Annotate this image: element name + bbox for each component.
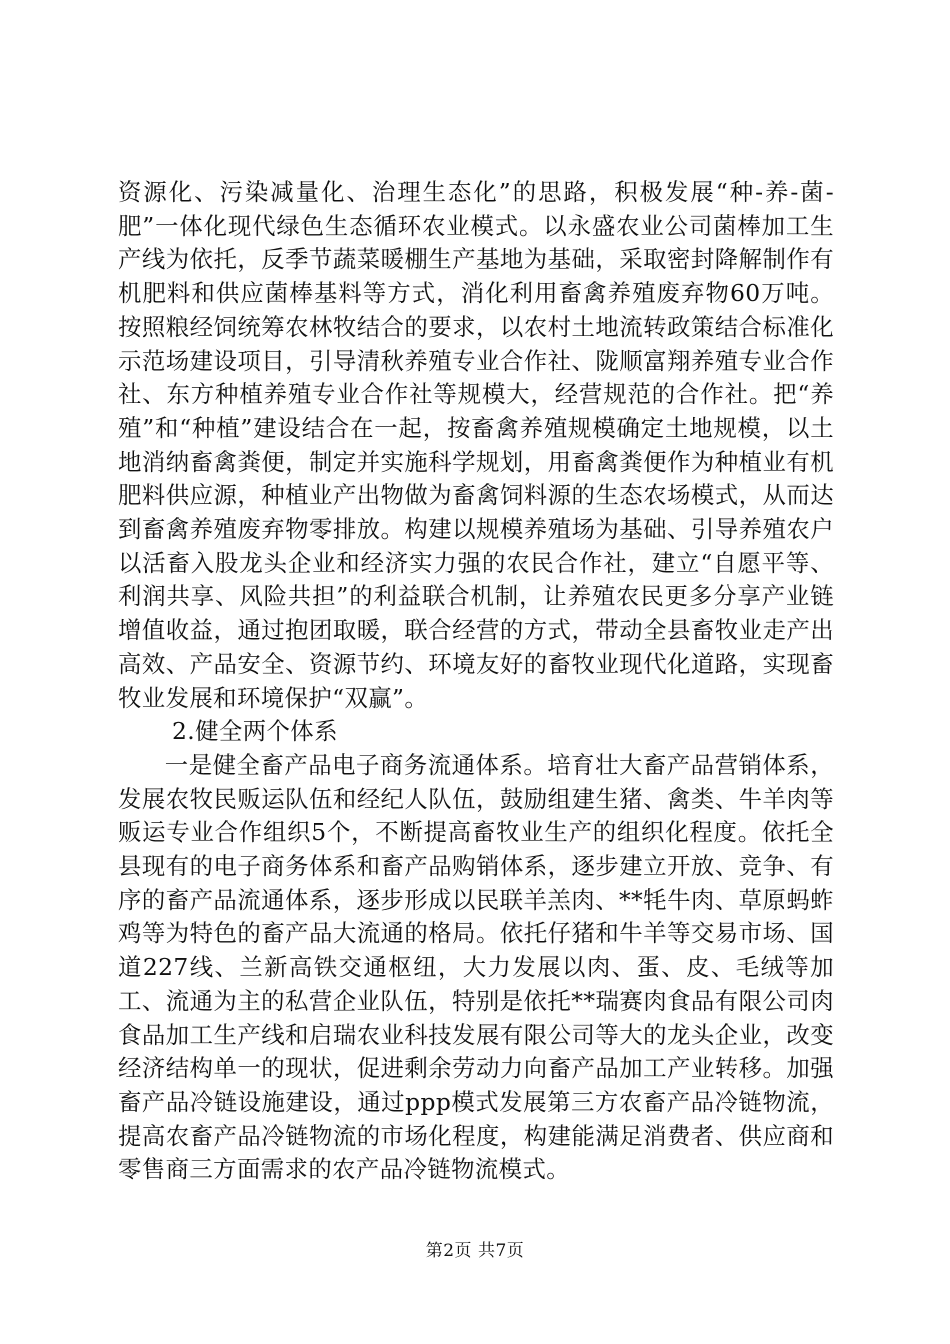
document-body [118,176,834,1187]
page-footer: 第2页 共7页 [425,1241,525,1261]
paragraph-distribution-system: 一是健全畜产品电子商务流通体系。培育壮大畜产品营销体系，发展农牧民贩运队伍和经纪人队伍，鼓励组建生猪、禽类、牛羊肉等贩运专业合作组织5个，不断提高畜牧业生产的组织化程度。依托全县现有的电子商务体系和畜产品购销体系，逐步建立开放、竞争、有序的畜产品流通体系，逐步形成以民联羊羔肉、**牦牛肉、草原蚂蚱鸡等为特色的畜产品大流通的格局。依托仔猪和牛羊等交易市场、国道227线、兰新高铁交通枢纽，大力发展以肉、蛋、皮、毛绒等加工、流通为主的私营企业队伍，特别是依托**瑞赛肉食品有限公司肉食品加工生产线和启瑞农业科技发展有限公司等大的龙头企业，改变经济结构单一的现状，促进剩余劳动力向畜产品加工产业转移。加强畜产品冷链设施建设，通过ppp模式发展第三方农畜产品冷链物流，提高农畜产品冷链物流的市场化程度，构建能满足消费者、供应商和零售商三方面需求的农产品冷链物流模式。 [118,750,834,1184]
section-heading: 2.健全两个体系 [172,717,338,746]
paragraph-ecological-model: 资源化、污染减量化、治理生态化”的思路，积极发展“种-养-菌-肥”一体化现代绿色生态循环农业模式。以永盛农业公司菌棒加工生产线为依托，反季节蔬菜暖棚生产基地为基础，采取密封降解制作有机肥料和供应菌棒基料等方式，消化利用畜禽养殖废弃物60万吨。按照粮经饲统筹农林牧结合的要求，以农村土地流转政策结合标准化示范场建设项目，引导清秋养殖专业合作社、陇顺富翔养殖专业合作社、东方种植养殖专业合作社等规模大，经营规范的合作社。把“养殖”和“种植”建设结合在一起，按畜禽养殖规模确定土地规模，以土地消纳畜禽粪便，制定并实施科学规划，用畜禽粪便作为种植业有机肥料供应源，种植业产出物做为畜禽饲料源的生态农场模式，从而达到畜禽养殖废弃物零排放。构建以规模养殖场为基础、引导养殖农户以活畜入股龙头企业和经济实力强的农民合作社，建立“自愿平等、利润共享、风险共担”的利益联合机制，让养殖农民更多分享产业链增值收益，通过抱团取暖，联合经营的方式，带动全县畜牧业走产出高效、产品安全、资源节约、环境友好的畜牧业现代化道路，实现畜牧业发展和环境保护“双赢”。 [118,178,834,712]
